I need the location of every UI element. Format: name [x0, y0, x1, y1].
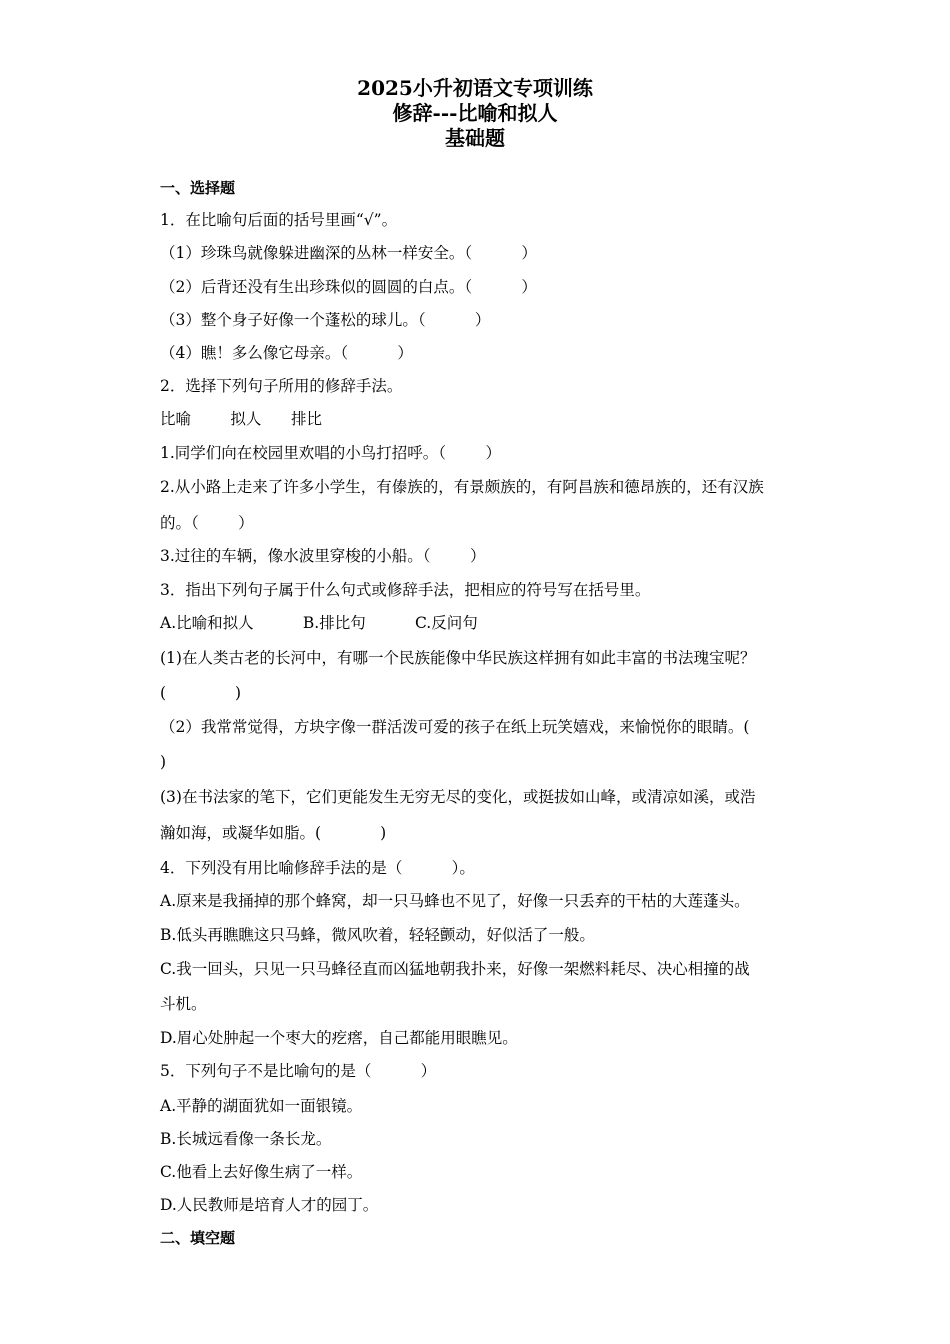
question-4-stem: 4．下列没有用比喻修辞手法的是（ ）。 — [160, 859, 475, 877]
question-1-stem: 1．在比喻句后面的括号里画“√”。 — [160, 211, 398, 229]
question-2-item: 的。（ ） — [160, 514, 254, 532]
question-2-item: 3.过往的车辆，像水波里穿梭的小船。（ ） — [160, 547, 486, 565]
question-4-option: C.我一回头，只见一只马蜂径直而凶猛地朝我扑来，好像一架燃料耗尽、决心相撞的战 — [160, 960, 750, 978]
question-3-item: (1)在人类古老的长河中，有哪一个民族能像中华民族这样拥有如此丰富的书法瑰宝呢？ — [160, 649, 756, 667]
question-3-options: A.比喻和拟人 B.排比句 C.反问句 — [160, 614, 478, 632]
document-title: 2025小升初语文专项训练 — [357, 76, 593, 100]
question-3-stem: 3．指出下列句子属于什么句式或修辞手法，把相应的符号写在括号里。 — [160, 581, 651, 599]
question-2-options: 比喻 拟人 排比 — [160, 410, 322, 428]
question-4-option: B.低头再瞧瞧这只马蜂，微风吹着，轻轻颤动，好似活了一般。 — [160, 926, 595, 944]
question-3-item: （2）我常常觉得，方块字像一群活泼可爱的孩子在纸上玩笑嬉戏，来愉悦你的眼睛。( — [160, 718, 750, 736]
question-5-option: C.他看上去好像生病了一样。 — [160, 1163, 363, 1181]
question-4-option: A.原来是我捅掉的那个蜂窝，却一只马蜂也不见了，好像一只丢弃的干枯的大莲蓬头。 — [160, 892, 750, 910]
question-3-item: ) — [160, 753, 167, 771]
question-2-item: 2.从小路上走来了许多小学生，有傣族的，有景颇族的，有阿昌族和德昂族的，还有汉族 — [160, 478, 764, 496]
question-3-item: ( ) — [160, 684, 242, 702]
section-heading-fill-blank: 二、填空题 — [160, 1229, 236, 1247]
question-5-option: B.长城远看像一条长龙。 — [160, 1130, 332, 1148]
section-heading-choice: 一、选择题 — [160, 179, 236, 197]
question-1-item: （1）珍珠鸟就像躲进幽深的丛林一样安全。（ ） — [160, 244, 537, 262]
question-3-item: (3)在书法家的笔下，它们更能发生无穷无尽的变化，或挺拔如山峰，或清凉如溪，或浩 — [160, 788, 756, 806]
question-1-item: （2）后背还没有生出珍珠似的圆圆的白点。（ ） — [160, 278, 537, 296]
question-1-item: （3）整个身子好像一个蓬松的球儿。（ ） — [160, 311, 491, 329]
question-5-stem: 5．下列句子不是比喻句的是（ ） — [160, 1062, 437, 1080]
question-3-item: 瀚如海，或凝华如脂。( ) — [160, 824, 387, 842]
question-4-option: D.眉心处肿起一个枣大的疙瘩，自己都能用眼瞧见。 — [160, 1029, 518, 1047]
question-2-stem: 2．选择下列句子所用的修辞手法。 — [160, 377, 403, 395]
question-4-option: 斗机。 — [160, 995, 207, 1013]
question-1-item: （4）瞧！多么像它母亲。（ ） — [160, 344, 413, 362]
question-5-option: A.平静的湖面犹如一面银镜。 — [160, 1097, 363, 1115]
document-level: 基础题 — [445, 126, 505, 150]
question-5-option: D.人民教师是培育人才的园丁。 — [160, 1196, 379, 1214]
question-2-item: 1.同学们向在校园里欢唱的小鸟打招呼。（ ） — [160, 444, 501, 462]
document-subtitle: 修辞---比喻和拟人 — [392, 101, 558, 125]
